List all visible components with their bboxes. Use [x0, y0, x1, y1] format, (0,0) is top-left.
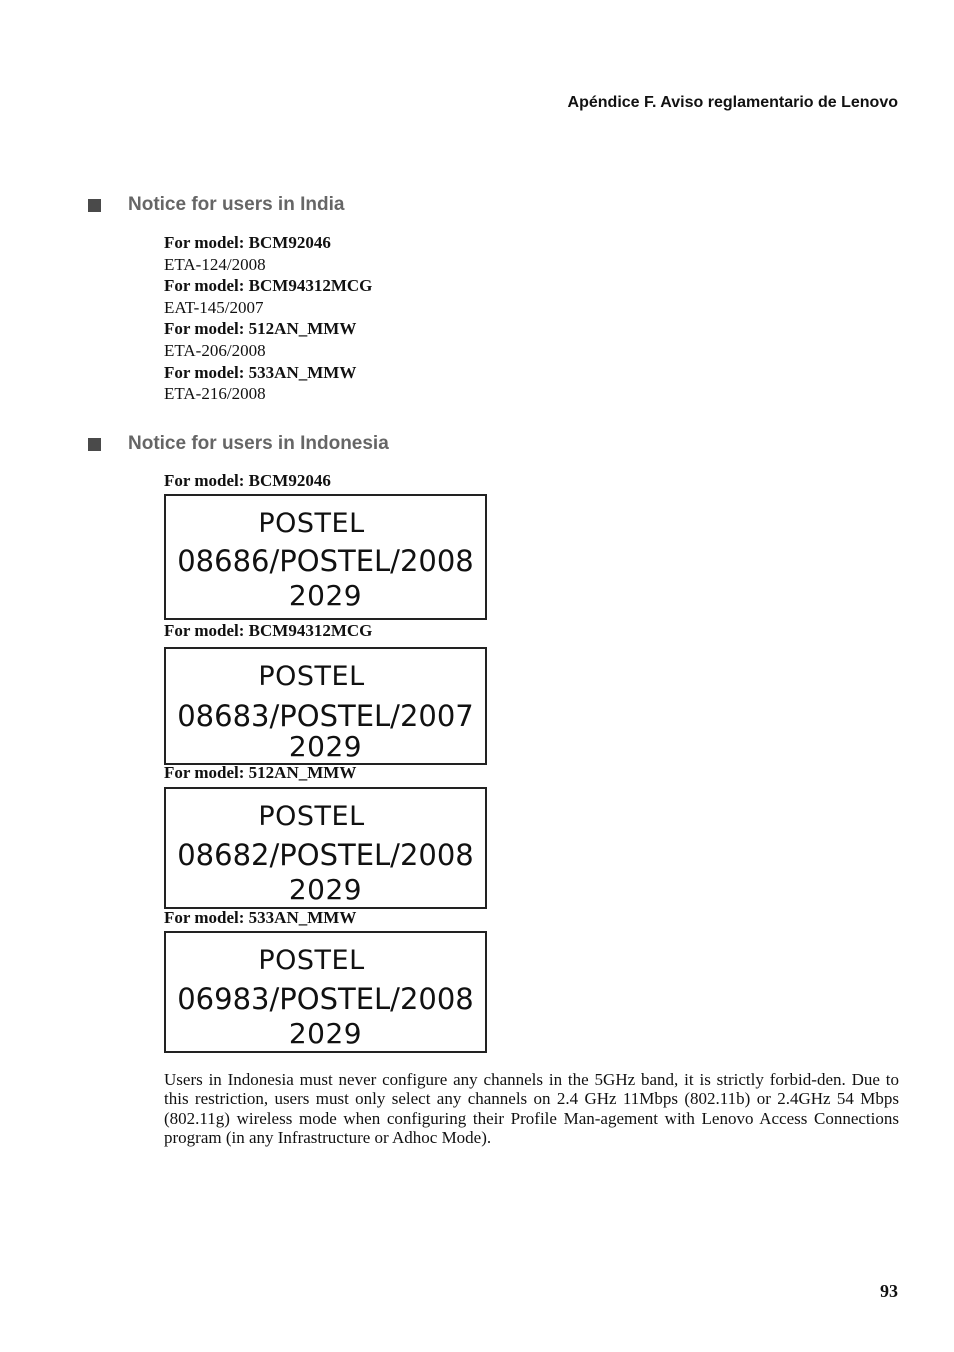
indonesia-model-label: For model: 533AN_MMW: [164, 908, 357, 927]
section-heading-india: [88, 194, 344, 216]
postel-certificate-box: [164, 647, 487, 765]
india-approval-code: ETA-206/2008: [164, 340, 266, 360]
india-model-list: [164, 232, 372, 405]
postel-line-number: 08683/POSTEL/2007: [177, 699, 474, 733]
india-approval-code: EAT-145/2007: [164, 297, 264, 317]
postel-line-title: POSTEL: [258, 661, 365, 692]
square-bullet-icon: [88, 199, 101, 212]
postel-line-number: 08686/POSTEL/2008: [177, 544, 474, 578]
page-header: Apéndice F. Aviso reglamentario de Lenovo: [567, 94, 898, 111]
indonesia-restriction-paragraph: Users in Indonesia must never configure any channels in the 5GHz band, it is strictly forbid-den. Due to this restriction, users must only select any channels on 2.4 GHz 11Mbps (802.11b) or 2.4GHz 54 Mbps (802.11g) wireless mode when configuring their Profile Man-agement with Lenovo Access Connections program (in any Infrastructure or Adhoc Mode).: [164, 1070, 899, 1148]
section-heading-indonesia-text: Notice for users in Indonesia: [128, 433, 389, 454]
section-heading-india-text: Notice for users in India: [128, 194, 345, 215]
indonesia-model-label: For model: 512AN_MMW: [164, 763, 357, 782]
india-model-label: For model: BCM92046: [164, 233, 331, 252]
postel-line-number: 08682/POSTEL/2008: [177, 838, 474, 872]
postel-line-code: 2029: [288, 873, 363, 906]
postel-line-title: POSTEL: [258, 801, 365, 832]
postel-line-title: POSTEL: [258, 945, 365, 976]
indonesia-model-label: For model: BCM94312MCG: [164, 621, 373, 640]
india-model-label: For model: 533AN_MMW: [164, 362, 357, 382]
india-model-label: For model: 512AN_MMW: [164, 319, 357, 339]
postel-line-code: 2029: [288, 1017, 363, 1050]
postel-line-title: POSTEL: [258, 508, 365, 539]
section-heading-indonesia: [88, 433, 389, 455]
postel-line-code: 2029: [288, 579, 363, 612]
india-approval-code: ETA-216/2008: [164, 384, 266, 404]
postel-line-number: 06983/POSTEL/2008: [177, 982, 474, 1016]
india-model-label: For model: BCM94312MCG: [164, 276, 373, 296]
square-bullet-icon: [88, 438, 101, 451]
page-number: 93: [880, 1281, 898, 1301]
indonesia-model-label: For model: BCM92046: [164, 471, 331, 490]
india-approval-code: ETA-124/2008: [164, 254, 266, 274]
postel-line-code: 2029: [288, 730, 363, 763]
postel-certificate-box: [164, 787, 487, 909]
postel-certificate-box: [164, 931, 487, 1053]
postel-certificate-box: [164, 494, 487, 620]
